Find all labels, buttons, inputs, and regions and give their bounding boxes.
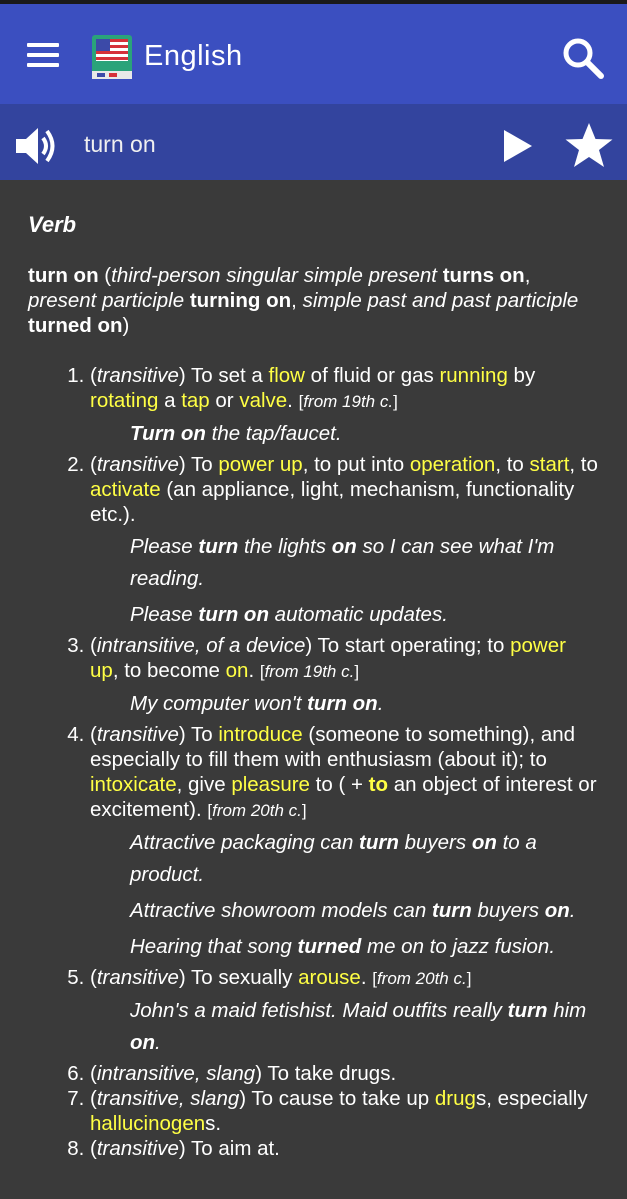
word-link[interactable]: intoxicate [90, 773, 177, 796]
example-sentence: Please turn on automatic updates. [130, 603, 448, 626]
headword: turn on [28, 264, 99, 287]
word-link[interactable]: introduce [218, 723, 303, 746]
example-sentence: My computer won't turn on. [130, 692, 384, 715]
word-link[interactable]: operation [409, 453, 496, 476]
sense-item: 2. (transitive) To power up, to put into operation, to start, to activate (an appliance, light, mechanism, functionality etc.). Please turn the lights on so I can see what I'm reading. Please turn on automatic updates. [90, 452, 599, 631]
sense-item: 3. (intransitive, of a device) To start operating; to power up, to become on. [from 19th c.] My computer won't turn on. [90, 633, 599, 720]
source-note: [from 20th c.] [372, 969, 472, 988]
word-link[interactable]: power up [218, 453, 303, 476]
sense-item: 7. (transitive, slang) To cause to take up drugs, especially hallucinogens. [90, 1086, 599, 1136]
source-note: [from 20th c.] [207, 801, 307, 820]
app-title: English [144, 40, 243, 72]
menu-button[interactable] [22, 34, 64, 76]
definition-content [0, 180, 627, 1161]
source-note: [from 19th c.] [259, 662, 360, 681]
word-link[interactable]: on [225, 659, 249, 682]
sense-item: 8. (transitive) To aim at. [90, 1136, 599, 1161]
word-link[interactable]: arouse [298, 966, 361, 989]
word-link[interactable]: power up [90, 634, 566, 682]
word-link[interactable]: rotating [90, 389, 159, 412]
example-sentence: Attractive packaging can turn buyers on to a product. [130, 831, 537, 886]
play-icon[interactable] [500, 126, 536, 166]
example-sentence: Attractive showroom models can turn buyers on. [130, 899, 576, 922]
word-link[interactable]: running [439, 364, 508, 387]
search-word: turn on [84, 131, 156, 157]
sense-item: 4. (transitive) To introduce (someone to something), and especially to fill them with enthusiasm (about it); to intoxicate, give pleasure to ( + to an object of interest or excitement). [from 20th c.] Attractive packaging can turn buyers on to a product. Attractive showroom models can turn buyers on. Hearing that song turned me on to jazz fusion. [90, 722, 599, 963]
sense-item: 1. (transitive) To set a flow of fluid or gas running by rotating a tap or valve. [from 19th c.] Turn on the tap/faucet. [90, 363, 599, 450]
example-sentence: John's a maid fetishist. Maid outfits really turn him on. [130, 999, 587, 1054]
sense-item: 6. (intransitive, slang) To take drugs. [90, 1061, 599, 1086]
word-bar [0, 104, 627, 180]
word-link[interactable]: tap [181, 389, 210, 412]
app-bar [0, 4, 627, 104]
word-link[interactable]: activate [90, 478, 161, 501]
word-link[interactable]: pleasure [231, 773, 310, 796]
speaker-icon[interactable] [14, 122, 62, 170]
flag-book-icon [91, 33, 133, 83]
sense-list [28, 363, 599, 1161]
word-link[interactable]: flow [268, 364, 305, 387]
word-link[interactable]: drug [434, 1087, 476, 1110]
example-sentence: Hearing that song turned me on to jazz fusion. [130, 935, 556, 958]
search-icon[interactable] [561, 36, 605, 80]
star-icon[interactable] [563, 121, 615, 171]
example-sentence: Please turn the lights on so I can see what I'm reading. [130, 535, 555, 590]
word-link[interactable]: valve [239, 389, 288, 412]
word-link[interactable]: to [368, 773, 388, 796]
part-of-speech: Verb [28, 212, 77, 237]
headword-line: turn on (third-person singular simple present turns on, present participle turning on, simple past and past participle turned on) [28, 264, 579, 337]
word-link[interactable]: hallucinogen [90, 1112, 206, 1135]
example-sentence: Turn on the tap/faucet. [130, 422, 342, 445]
sense-item: 5. (transitive) To sexually arouse. [from 20th c.] John's a maid fetishist. Maid outfits really turn him on. [90, 965, 599, 1059]
source-note: [from 19th c.] [298, 392, 398, 411]
menu-icon [27, 43, 59, 47]
word-link[interactable]: start [529, 453, 570, 476]
